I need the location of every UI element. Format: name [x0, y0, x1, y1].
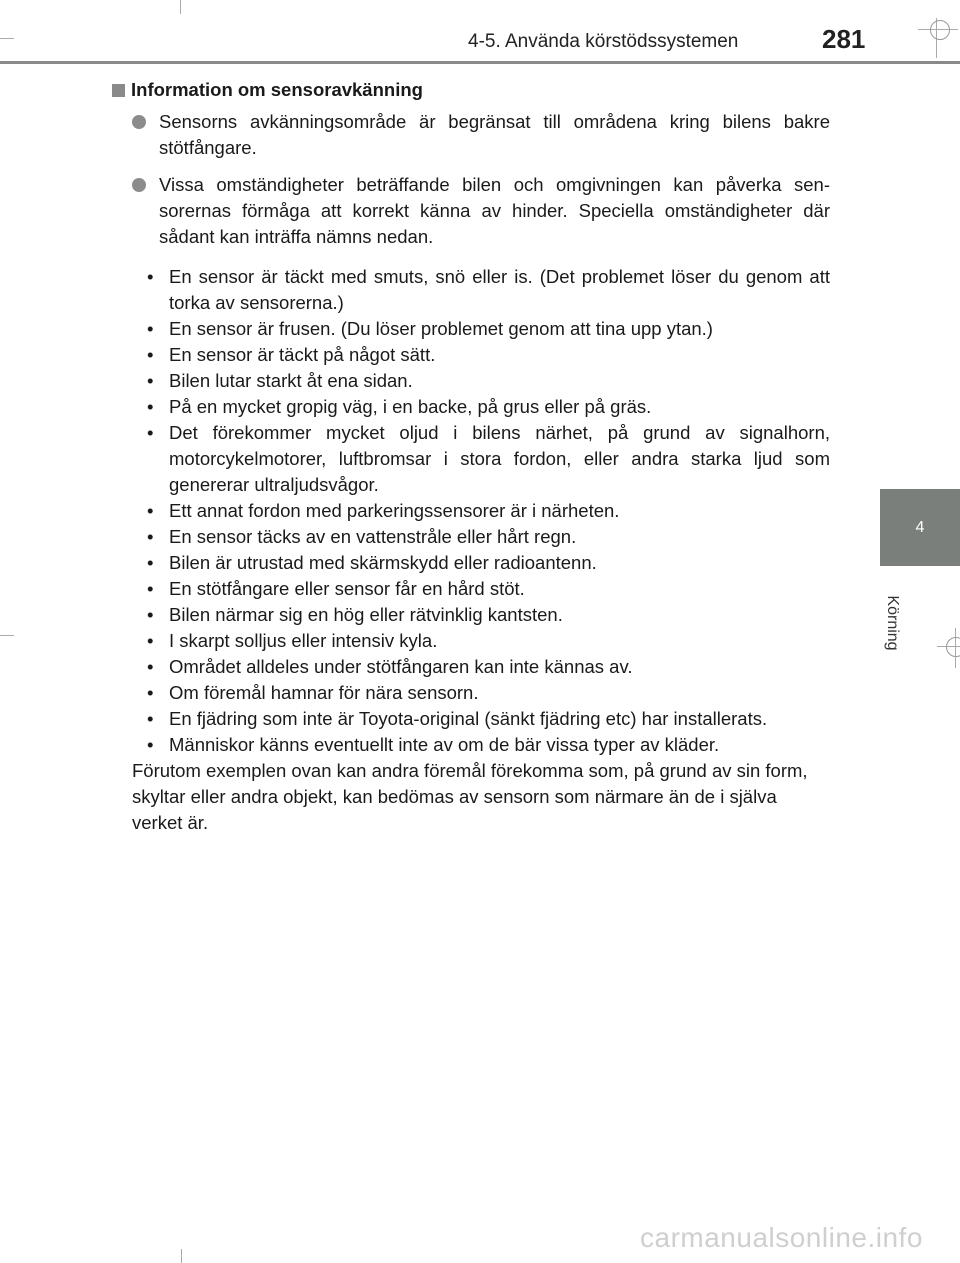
crop-mark: [180, 0, 181, 14]
list-item: • Bilen lutar starkt åt ena sidan.: [147, 370, 413, 391]
list-item: • En sensor är täckt på något sätt.: [147, 344, 436, 365]
list-item: • Om föremål hamnar för nära sensorn.: [147, 682, 479, 703]
main-content: [112, 77, 830, 836]
crop-mark: [0, 38, 14, 39]
crop-mark: [181, 1249, 182, 1263]
circle-bullet-icon: [132, 178, 146, 192]
list-item: • En fjädring som inte är Toyota-original (sänkt fjädring etc) har installerats.: [147, 708, 768, 729]
registration-mark: [946, 637, 960, 657]
header-section-title: 4-5. Använda körstödssystemen: [468, 31, 739, 52]
section-heading-text: Information om sensoravkänning: [131, 79, 423, 100]
crop-mark: [0, 635, 14, 636]
list-item: • Det förekommer mycket oljud i bilens närhet, på grund av signalhorn, motorcykelmotorer, luftbromsar i stora fordon, eller andra starka ljud som genererar ultraljudsvågor.: [147, 422, 830, 495]
info-paragraph: [112, 109, 830, 161]
circle-bullet-icon: [132, 115, 146, 129]
registration-mark: [930, 20, 950, 40]
paragraph-text: Sensorns avkänningsområde är begränsat till områdena kring bilens bakre stötfångare.: [159, 111, 830, 158]
chapter-number: 4: [915, 518, 925, 536]
page-number: 281: [822, 24, 866, 54]
section-heading: [112, 77, 830, 103]
list-item: • På en mycket gropig väg, i en backe, på grus eller på gräs.: [147, 396, 652, 417]
closing-paragraph: Förutom exemplen ovan kan andra föremål förekomma som, på grund av sin form, skyltar eller andra objekt, kan bedömas av sensorn som närmare än de i själva verket är.: [132, 760, 808, 833]
list-item: • Människor känns eventuellt inte av om de bär vissa typer av kläder.: [147, 734, 720, 755]
watermark-text: carmanualsonline.info: [640, 1222, 923, 1253]
list-item: • Området alldeles under stötfångaren kan inte kännas av.: [147, 656, 633, 677]
condition-list: [112, 264, 830, 758]
info-paragraph: [112, 172, 830, 250]
list-item: • Ett annat fordon med parkeringssensorer är i närheten.: [147, 500, 620, 521]
chapter-tab: [880, 489, 960, 566]
header-rule: [0, 61, 960, 64]
list-item: • En sensor är täckt med smuts, snö eller is. (Det problemet löser du genom att torka av sensorerna.): [147, 266, 830, 313]
square-bullet-icon: [112, 84, 125, 97]
chapter-label: Körning: [884, 595, 901, 651]
list-item: • En stötfångare eller sensor får en hård stöt.: [147, 578, 525, 599]
list-item: • I skarpt solljus eller intensiv kyla.: [147, 630, 438, 651]
paragraph-text: Vissa omständigheter beträffande bilen och omgivningen kan påverka sen-sorernas förmåga att korrekt känna av hinder. Speciella omständigheter där sådant kan inträffa nämns nedan.: [159, 174, 830, 247]
list-item: • En sensor är frusen. (Du löser problemet genom att tina upp ytan.): [147, 318, 713, 339]
list-item: • Bilen är utrustad med skärmskydd eller radioantenn.: [147, 552, 597, 573]
list-item: • Bilen närmar sig en hög eller rätvinklig kantsten.: [147, 604, 563, 625]
list-item: • En sensor täcks av en vattenstråle eller hårt regn.: [147, 526, 577, 547]
